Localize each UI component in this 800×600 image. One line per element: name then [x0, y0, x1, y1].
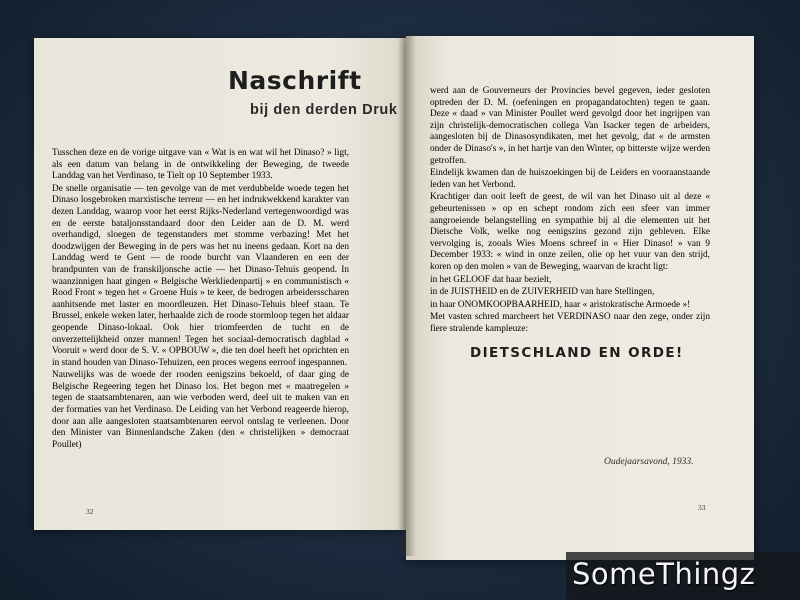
left-paragraph-3: Nauwelijks was de woede der rooden eenigszins bekoeld, of daar ging de Belgische Regeering tegen het Dinaso los. Het begon met « maatregelen » tegen de staatsambtenaren, aan wie verboden werd, deel uit te maken van en der formaties van het Verdinaso. De Leiding van het Verbond reageerde hierop, door aan alle aangesloten staatsambtenaren eervol ontslag te verleenen. Door den Minister van Binnenlandsche Zaken (den « christelijken » democraat Poullet) — [52, 370, 349, 450]
right-paragraph-3: Krachtiger dan ooit leeft de geest, de wil van het Dinaso uit al deze « gebeurtenissen » op en schept rondom zich een sfeer van immer aangroeiende belangstelling en sympathie bij al die elementen uit het Dietsche Volk, welke nog eenigszins gezond zijn gebleven. Elke vervolging is, zooals Wies Moens schreef in « Hier Dinaso! » van 9 December 1933: « wind in onze zeilen, olie op het vuur van den strijd, koren op den molen » van de Beweging, waarvan de kracht ligt: — [430, 192, 710, 272]
left-paragraph-1: Tusschen deze en de vorige uitgave van « Wat is en wat wil het Dinaso? » ligt, als een datum van belang in de ontwikkeling der Beweging, de tweede Landdag van het Verdinaso, te Tielt op 10 September 1933. — [52, 148, 349, 182]
right-body-text — [430, 86, 710, 336]
right-line-incorruptibility: in haar ONOMKOOPBAARHEID, haar « aristokratische Armoede »! — [430, 299, 691, 310]
right-paragraph-2: Eindelijk kwamen dan de huiszoekingen bij de Leiders en vooraanstaande leden van het Verbond. — [430, 168, 710, 190]
book-gutter — [398, 36, 416, 556]
page-number-left: 32 — [86, 507, 94, 516]
page-number-right: 33 — [698, 503, 706, 512]
left-paragraph-2: De snelle organisatie — ten gevolge van de met verdubbelde woede tegen het Dinaso losgebroken marxistische terreur — en het indrukwekkend karakter van dezen Landdag, waarop voor het eerst Rijks-Nederland vertegenwoordigd was en de eerste bataljonsstandaard door den Leider aan de D. M. werd overhandigd, sloegen de tegenstanders met stomme verbazing! Met het doodzwijgen der Beweging in de pers was het nu ineens gedaan. Kort na den Landdag werd te Gent — de roode burcht van Vlaanderen en een der brandpunten van de franskiljonsche actie — het Dinaso-Tehuis geopend. In waanzinnigen haat gingen « Belgische Werkliedenpartij » en communistisch « Rood Front » tegen het « Groene Huis » te keer, de bedrogen arbeidersscharen aanhitsende met laster en moordleuzen. Het Dinaso-Tehuis bleef staan. Te Brussel, enkele weken later, herhaalde zich de roode stormloop tegen het aldaar geopende Dinaso-lokaal. Ook hier triomfeerden de tucht en de onverzettelijkheid onzer mannen! Tegen het sociaal-democratisch dagblad « Vooruit » werd door de S. V. « OPBOUW », die ten doel heeft het oprichten en in stand houden van Dinaso-Tehuizen, een proces wegens eerroof ingespannen. — [52, 183, 349, 368]
right-line-justice: in de JUISTHEID en de ZUIVERHEID van hare Stellingen, — [430, 287, 655, 298]
page-subtitle: bij den derden Druk — [250, 102, 398, 118]
right-paragraph-march: Met vasten schred marcheert het VERDINASO naar den zege, onder zijn fiere stralende kampleuze: — [430, 312, 710, 334]
watermark-text: SomeThingz — [572, 557, 756, 591]
page-title: Naschrift — [228, 66, 362, 95]
right-line-faith: in het GELOOF dat haar bezielt, — [430, 274, 552, 285]
slogan: DIETSCHLAND EN ORDE! — [470, 345, 684, 361]
left-body-text — [52, 148, 349, 452]
signoff-date: Oudejaarsavond, 1933. — [604, 457, 694, 467]
right-paragraph-1: werd aan de Gouverneurs der Provincies bevel gegeven, ieder gesloten optreden der D. M. (oefeningen en propagandatochten) tegen te gaan. Deze « daad » van Minister Poullet werd gevolgd door het ingrijpen van zijn christelijk-democratischen collega Van Isacker tegen de arbeiders, aangesloten bij de Dinasosyndikaten, met het gevolg, dat « de armsten onder de Dinaso's », in het hartje van den Winter, op bitterste wijze werden getroffen. — [430, 86, 710, 166]
